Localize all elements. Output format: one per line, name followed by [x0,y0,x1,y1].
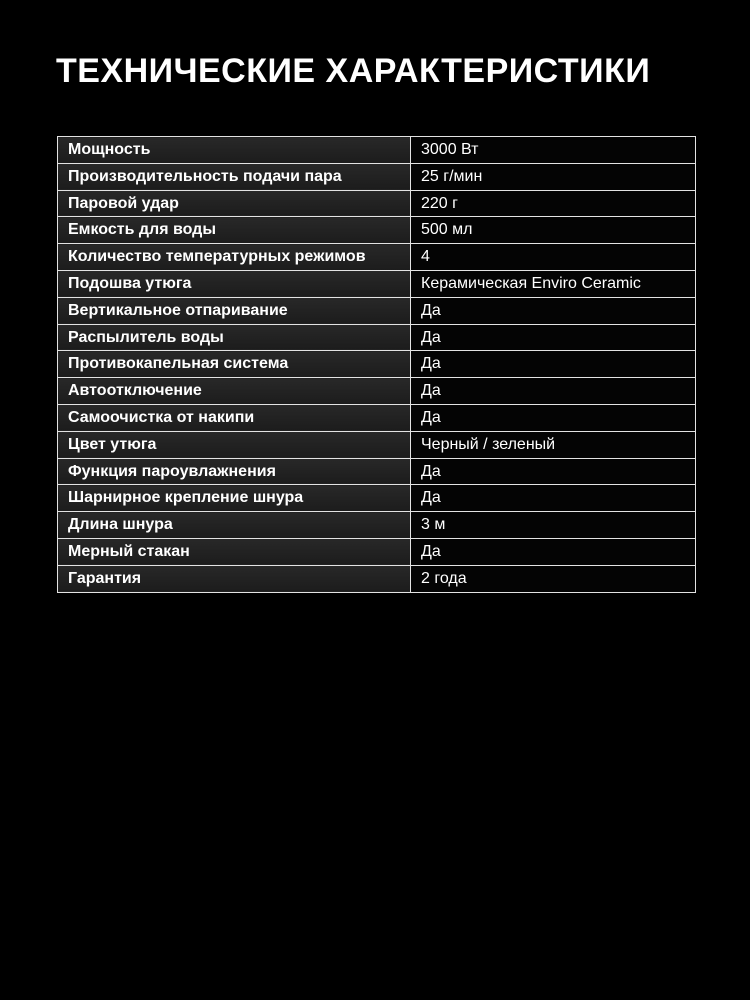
spec-value: Да [411,538,696,565]
spec-value: Да [411,378,696,405]
table-row [58,217,696,244]
spec-value: 500 мл [411,217,696,244]
spec-label: Производительность подачи пара [58,163,411,190]
table-row [58,458,696,485]
spec-value: Керамическая Enviro Ceramic [411,270,696,297]
spec-value: 25 г/мин [411,163,696,190]
table-row [58,378,696,405]
spec-label: Мощность [58,137,411,164]
table-row [58,404,696,431]
table-row [58,297,696,324]
spec-label: Гарантия [58,565,411,592]
spec-value: 3000 Вт [411,137,696,164]
spec-label: Количество температурных режимов [58,244,411,271]
table-row [58,163,696,190]
specs-table [57,136,696,593]
table-row [58,270,696,297]
spec-label: Вертикальное отпаривание [58,297,411,324]
spec-label: Функция пароувлажнения [58,458,411,485]
spec-value: 4 [411,244,696,271]
table-row [58,565,696,592]
spec-value: Да [411,485,696,512]
spec-label: Длина шнура [58,512,411,539]
spec-value: 2 года [411,565,696,592]
spec-value: Да [411,458,696,485]
spec-label: Подошва утюга [58,270,411,297]
table-row [58,137,696,164]
spec-value: 220 г [411,190,696,217]
table-row [58,538,696,565]
spec-value: Да [411,351,696,378]
spec-label: Автоотключение [58,378,411,405]
table-row [58,190,696,217]
table-row [58,244,696,271]
spec-label: Распылитель воды [58,324,411,351]
spec-value: Да [411,404,696,431]
spec-value: 3 м [411,512,696,539]
page-title: ТЕХНИЧЕСКИЕ ХАРАКТЕРИСТИКИ [56,52,651,90]
spec-label: Самоочистка от накипи [58,404,411,431]
spec-value: Да [411,297,696,324]
specs-table-body [58,137,696,593]
table-row [58,431,696,458]
spec-value: Да [411,324,696,351]
table-row [58,324,696,351]
spec-label: Емкость для воды [58,217,411,244]
spec-label: Мерный стакан [58,538,411,565]
spec-label: Паровой удар [58,190,411,217]
table-row [58,485,696,512]
spec-value: Черный / зеленый [411,431,696,458]
table-row [58,351,696,378]
table-row [58,512,696,539]
spec-label: Противокапельная система [58,351,411,378]
spec-label: Цвет утюга [58,431,411,458]
spec-label: Шарнирное крепление шнура [58,485,411,512]
